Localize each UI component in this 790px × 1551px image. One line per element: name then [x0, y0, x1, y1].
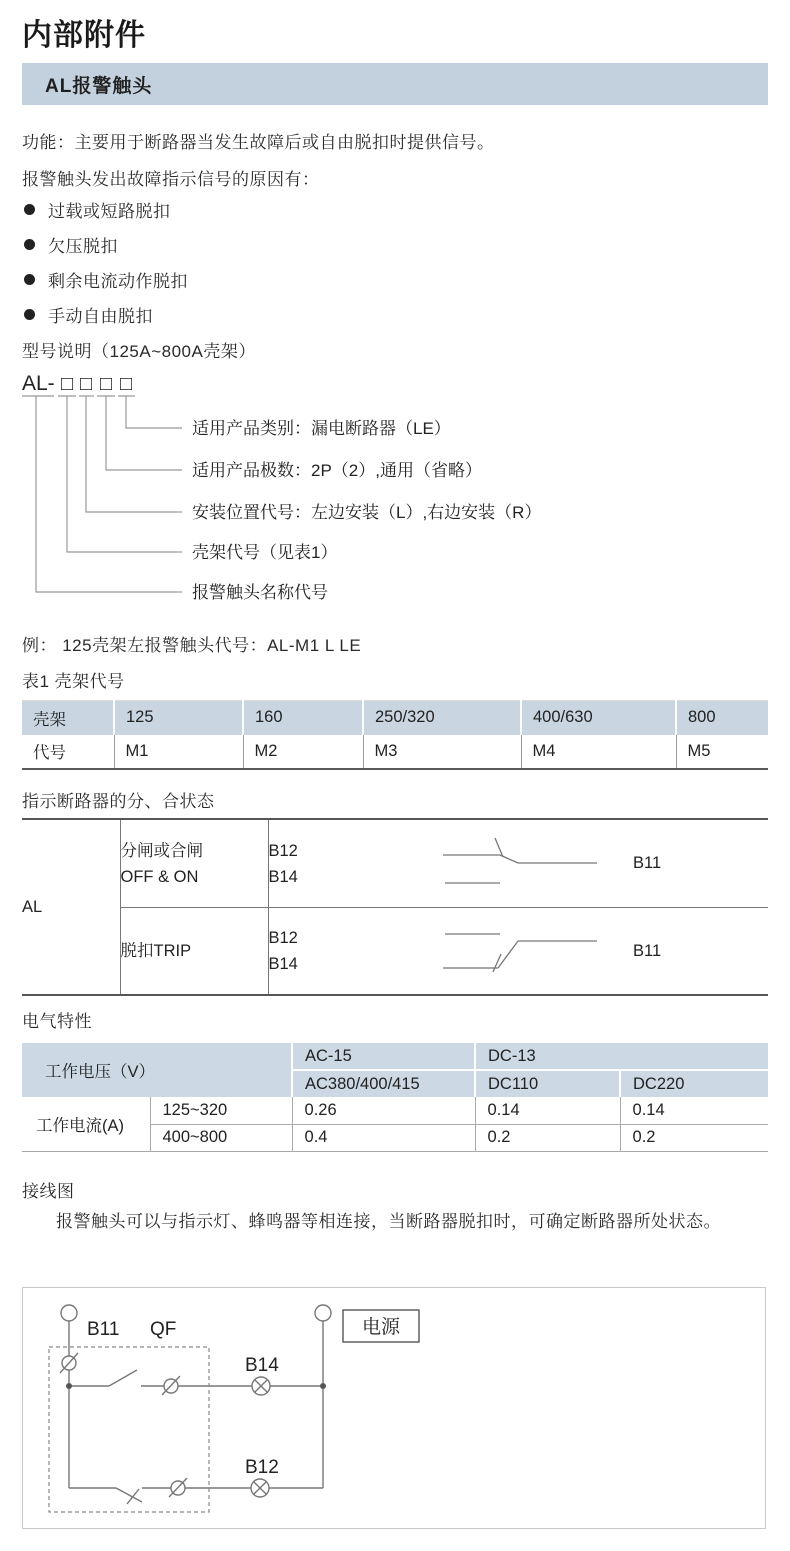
model-code-diagram: [22, 368, 722, 613]
wiring-label-b14: B14: [245, 1355, 279, 1376]
state-group-cell: AL: [22, 819, 120, 995]
value-cell: 0.2: [475, 1124, 620, 1151]
value-cell: 0.14: [620, 1097, 768, 1124]
table1-cell: M3: [363, 735, 521, 769]
contact-state-table: [22, 818, 768, 996]
power-source-label: 电源: [361, 1317, 401, 1338]
table1-cell: M1: [114, 735, 243, 769]
terminal-icon: [61, 1305, 77, 1321]
section-header-text: AL报警触头: [45, 75, 153, 97]
table1-cell: 代号: [22, 735, 114, 769]
output-terminal-cell: B11: [633, 819, 768, 908]
model-code-box: □: [119, 373, 133, 395]
table1-header-cell: 800: [676, 701, 768, 735]
model-example: 例： 125壳架左报警触头代号：AL-M1 L LE: [22, 636, 362, 655]
model-code-box: □: [99, 373, 113, 395]
section-header-bar: [22, 63, 768, 105]
table1-header-cell: 400/630: [521, 701, 676, 735]
contact-symbol-trip-icon: [443, 908, 633, 989]
dc110-cell: DC110: [475, 1070, 620, 1097]
terminal-cell: B12 B14: [268, 819, 443, 908]
fault-reason-list: [24, 198, 188, 338]
terminal-cell: B12 B14: [268, 929, 298, 973]
table-header-row: [22, 701, 768, 735]
contact-symbol-cell: [443, 819, 633, 908]
voltage-label-cell: 工作电压（V）: [22, 1043, 292, 1097]
page-title: 内部附件: [22, 19, 146, 52]
table-row: [22, 735, 768, 769]
table1-title: 表1 壳架代号: [22, 672, 125, 691]
table1-header-cell: 160: [243, 701, 363, 735]
model-diagram-lines: [22, 396, 182, 592]
junction-dot: [66, 1383, 72, 1389]
list-item: 欠压脱扣: [24, 233, 188, 256]
model-heading: 型号说明（125A~800A壳架）: [22, 342, 256, 361]
ac-group-cell: AC-15: [292, 1043, 475, 1070]
table-row: [22, 908, 768, 996]
table1-cell: M5: [676, 735, 768, 769]
contact-symbol-cell: [443, 908, 633, 996]
list-item: 手动自由脱扣: [24, 303, 188, 326]
list-item: 过载或短路脱扣: [24, 198, 188, 221]
dc220-cell: DC220: [620, 1070, 768, 1097]
reasons-intro: 报警触头发出故障指示信号的原因有：: [22, 170, 320, 189]
table-row: [22, 1097, 768, 1124]
bullet-icon: [24, 274, 35, 285]
model-code-box: □: [79, 373, 93, 395]
value-cell: 0.2: [620, 1124, 768, 1151]
list-item: 剩余电流动作脱扣: [24, 268, 188, 291]
table1-header-cell: 250/320: [363, 701, 521, 735]
table-row: [22, 819, 768, 908]
function-description: 功能：主要用于断路器当发生故障后或自由脱扣时提供信号。: [22, 133, 495, 152]
table-header-row: [22, 1043, 768, 1070]
value-cell: 0.4: [292, 1124, 475, 1151]
electrical-table: [22, 1043, 768, 1152]
wiring-diagram: [23, 1288, 765, 1528]
model-label-frame: 壳架代号（见表1）: [192, 543, 338, 562]
model-label-position: 安装位置代号：左边安装（L）,右边安装（R）: [192, 503, 542, 522]
state-name-cell: 脱扣TRIP: [120, 908, 268, 996]
value-cell: 0.14: [475, 1097, 620, 1124]
current-label-cell: 工作电流(A): [36, 1116, 124, 1135]
bullet-icon: [24, 309, 35, 320]
state-name-cell: 分闸或合闸 OFF & ON: [120, 819, 268, 908]
wiring-label-qf: QF: [150, 1319, 177, 1340]
wiring-diagram-box: [22, 1287, 766, 1529]
model-label-category: 适用产品类别：漏电断路器（LE）: [192, 419, 451, 438]
model-code-box: □: [60, 373, 74, 395]
range-cell: 400~800: [150, 1124, 292, 1151]
table1-cell: M2: [243, 735, 363, 769]
ac-voltage-cell: AC380/400/415: [292, 1070, 475, 1097]
frame-code-table: [22, 700, 768, 770]
value-cell: 0.26: [292, 1097, 475, 1124]
wiring-label-b11: B11: [87, 1319, 120, 1340]
range-cell: 125~320: [150, 1097, 292, 1124]
table1-cell: M4: [521, 735, 676, 769]
dc-group-cell: DC-13: [475, 1043, 768, 1070]
model-label-poles: 适用产品极数：2P（2）,通用（省略）: [192, 461, 482, 480]
wiring-description: 报警触头可以与指示灯、蜂鸣器等相连接，当断路器脱扣时，可确定断路器所处状态。: [56, 1212, 721, 1231]
switch-blade-icon: [109, 1370, 137, 1386]
terminal-icon: [315, 1305, 331, 1321]
junction-dot: [320, 1383, 326, 1389]
bullet-icon: [24, 239, 35, 250]
contact-symbol-offon-icon: [443, 820, 633, 902]
table1-header-cell: 125: [114, 701, 243, 735]
wiring-label-b12: B12: [245, 1457, 279, 1478]
bullet-icon: [24, 204, 35, 215]
table1-header-cell: 壳架: [22, 701, 114, 735]
output-terminal-cell: B11: [633, 941, 662, 960]
wiring-heading: 接线图: [22, 1182, 75, 1201]
model-label-name: 报警触头名称代号: [192, 583, 328, 602]
state-table-heading: 指示断路器的分、合状态: [22, 792, 215, 811]
model-code-prefix: AL-: [22, 372, 55, 395]
electrical-heading: 电气特性: [22, 1012, 92, 1031]
